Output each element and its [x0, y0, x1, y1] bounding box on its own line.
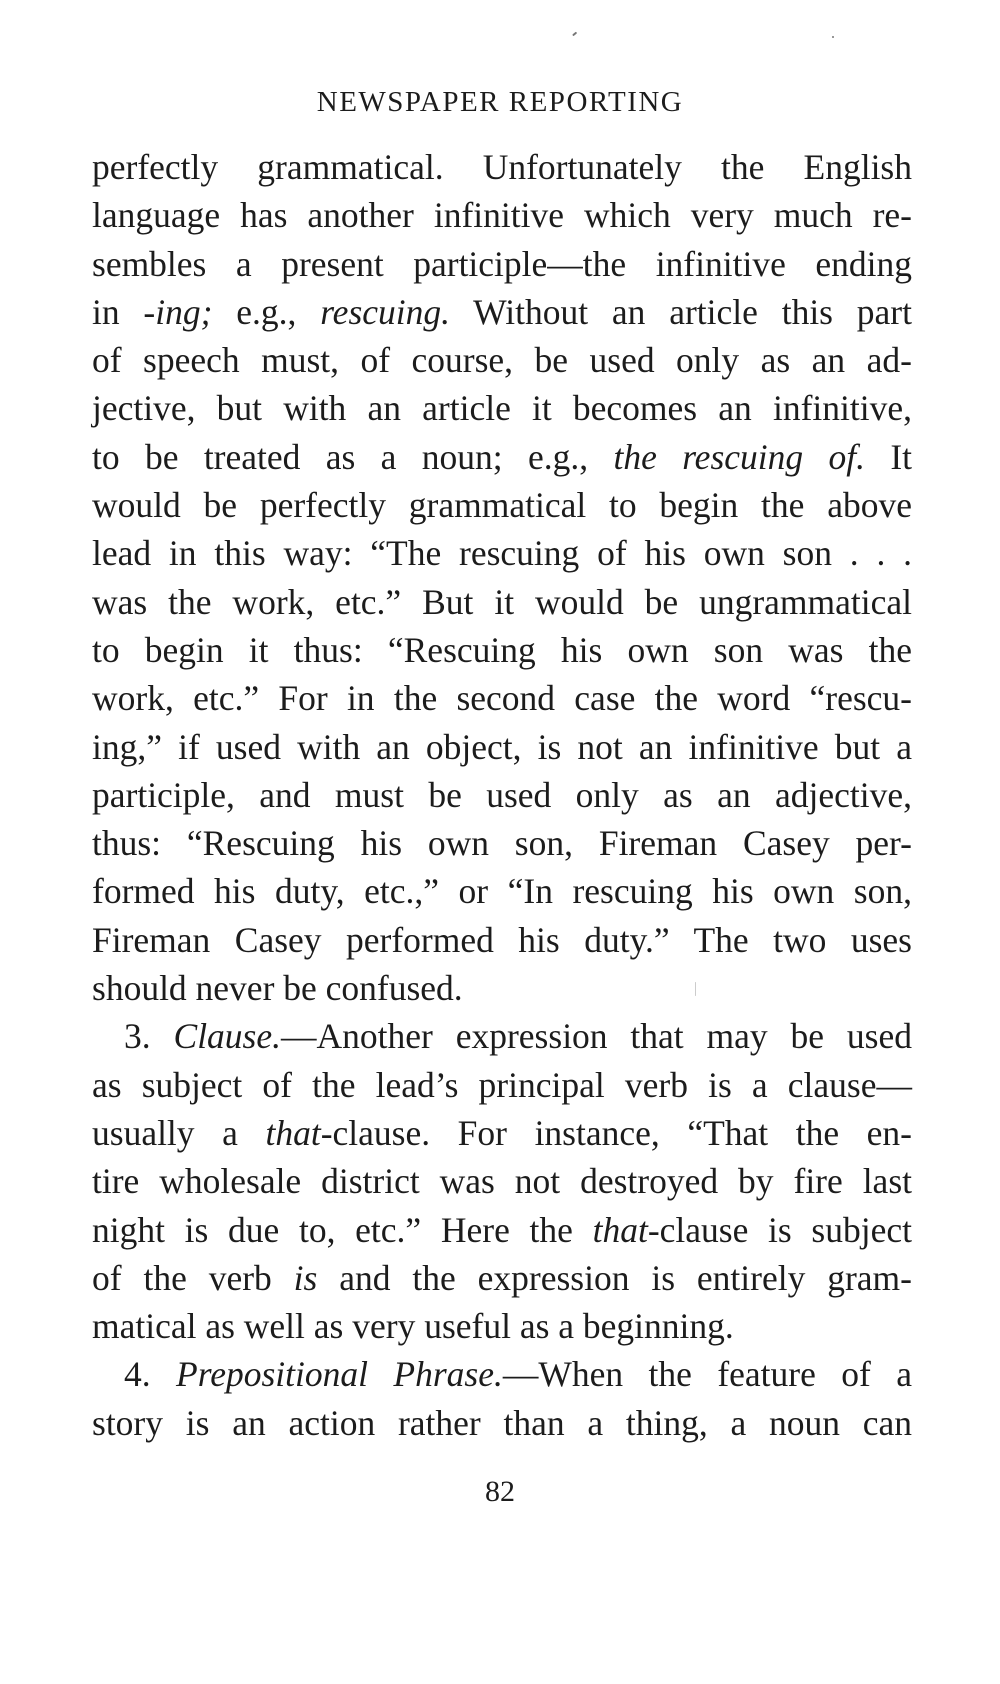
italic-term: Clause.: [173, 1016, 282, 1057]
text-line: 4. Prepositional Phrase.—When the feature of a: [124, 1354, 913, 1395]
text-line: lead in this way: “The rescuing of his own son . . .: [92, 533, 912, 574]
text-line: should never be confused.: [92, 968, 463, 1009]
text-line: participle, and must be used only as an adjective,: [92, 774, 912, 815]
text-line: tire wholesale district was not destroyed by fire last: [92, 1161, 912, 1202]
text-line: of the verb is and the expression is entirely gram-: [92, 1257, 912, 1298]
text-line: ing,” if used with an object, is not an infinitive but a: [92, 726, 912, 767]
italic-term: the rescuing of.: [613, 436, 865, 477]
text-line: was the work, etc.” But it would be ungrammatical: [92, 581, 912, 622]
text-line: usually a that-clause. For instance, “That the en-: [92, 1112, 912, 1153]
text-line: night is due to, etc.” Here the that-clause is subject: [92, 1209, 912, 1250]
text-line: sembles a present participle—the infinitive ending: [92, 243, 912, 284]
italic-term: is: [293, 1257, 318, 1298]
text-line: story is an action rather than a thing, a noun can: [92, 1402, 912, 1443]
text-line: Fireman Casey performed his duty.” The two uses: [92, 919, 912, 960]
text-line: to begin it thus: “Rescuing his own son was the: [92, 629, 912, 670]
italic-term: that: [265, 1112, 321, 1153]
page-number: 82: [485, 1475, 515, 1508]
text-line: of speech must, of course, be used only as an ad-: [92, 340, 912, 381]
text-line: formed his duty, etc.,” or “In rescuing his own son,: [92, 871, 912, 912]
running-head: NEWSPAPER REPORTING: [316, 86, 684, 118]
text-line: perfectly grammatical. Unfortunately the English: [92, 147, 912, 187]
italic-term: Prepositional Phrase.: [176, 1354, 503, 1395]
text-line: in -ing; e.g., rescuing. Without an article this part: [92, 291, 912, 332]
text-line: would be perfectly grammatical to begin the above: [92, 485, 912, 526]
text-line: matical as well as very useful as a beginning.: [92, 1306, 734, 1347]
body-text: [92, 143, 912, 1447]
text-line: to be treated as a noun; e.g., the rescuing of. It: [92, 436, 913, 477]
text-line: jective, but with an article it becomes an infinitive,: [92, 388, 912, 429]
scan-speck: [572, 32, 577, 36]
text-line: language has another infinitive which very much re-: [92, 195, 912, 236]
italic-term: rescuing.: [320, 291, 451, 332]
text-line: as subject of the lead’s principal verb is a clause—: [92, 1064, 912, 1105]
text-line: thus: “Rescuing his own son, Fireman Casey per-: [92, 823, 912, 864]
italic-term: that: [592, 1209, 648, 1250]
text-line: 3. Clause.—Another expression that may be used: [124, 1016, 913, 1057]
scan-speck: [832, 36, 834, 38]
text-line: work, etc.” For in the second case the word “rescu-: [92, 678, 912, 719]
italic-term: -ing;: [143, 291, 213, 332]
